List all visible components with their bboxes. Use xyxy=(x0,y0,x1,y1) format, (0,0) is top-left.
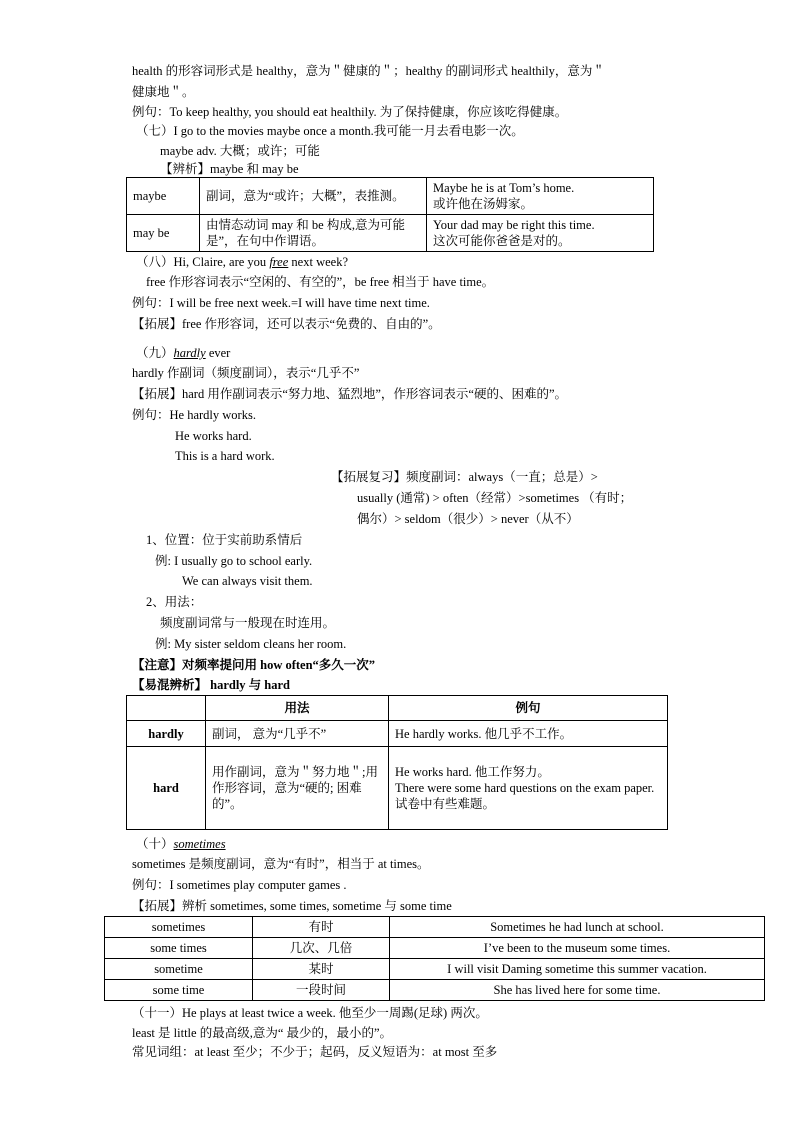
example-line: 例句：He hardly works. xyxy=(132,408,256,422)
table-cell: 用作副词，意为＂努力地＂;用作形容词，意为“硬的; 困难的”。 xyxy=(206,747,389,830)
table-cell: Maybe he is at Tom’s home. 或许他在汤姆家。 xyxy=(427,178,654,215)
text-line: 1、位置：位于实前助系情后 xyxy=(146,533,303,547)
text-line: 健康地＂。 xyxy=(132,85,195,99)
example-line: 例句：I will be free next week.=I will have time next time. xyxy=(132,296,430,310)
table-cell: some time xyxy=(105,980,253,1001)
text-line: 【拓展】free 作形容词，还可以表示“免费的、自由的”。 xyxy=(132,317,441,331)
table-cell: Sometimes he had lunch at school. xyxy=(390,917,765,938)
table-cell: some times xyxy=(105,938,253,959)
table-cell: I’ve been to the museum some times. xyxy=(390,938,765,959)
table-cell: I will visit Daming sometime this summer vacation. xyxy=(390,959,765,980)
table-cell: She has lived here for some time. xyxy=(390,980,765,1001)
text-line: maybe adv. 大概；或许；可能 xyxy=(160,144,320,158)
table-header: 用法 xyxy=(206,696,389,721)
text-line: usually (通常) > often（经常）>sometimes （有时； xyxy=(357,491,633,505)
table-cell: 有时 xyxy=(253,917,390,938)
section-heading: （十）sometimes xyxy=(136,837,226,851)
example-line: He works hard. xyxy=(175,429,252,443)
text-line: 【拓展复习】频度副词：always（一直；总是）> xyxy=(331,470,598,484)
text-line: sometimes 是频度副词，意为“有时”，相当于 at times。 xyxy=(132,857,430,871)
table-cell: sometimes xyxy=(105,917,253,938)
text-line: free 作形容词表示“空闲的、有空的”，be free 相当于 have time。 xyxy=(146,275,495,289)
text-line: 常见词组：at least 至少；不少于；起码，反义短语为：at most 至多 xyxy=(132,1045,498,1059)
table-cell: hardly xyxy=(127,721,206,747)
text-line: health 的形容词形式是 healthy，意为＂健康的＂；healthy 的副词形式 healthily，意为＂ xyxy=(132,64,605,78)
example-line: We can always visit them. xyxy=(182,574,313,588)
text-line: hardly 作副词（频度副词），表示“几乎不” xyxy=(132,366,360,380)
example-line: This is a hard work. xyxy=(175,449,275,463)
table-cell: 由情态动词 may 和 be 构成,意为可能是”，在句中作谓语。 xyxy=(200,215,427,252)
sometimes-table xyxy=(104,916,765,1001)
text-line: 频度副词常与一般现在时连用。 xyxy=(160,616,336,630)
table-row xyxy=(105,917,765,938)
hard-table xyxy=(126,695,668,830)
table-row xyxy=(105,959,765,980)
table-cell: may be xyxy=(127,215,200,252)
example-line: 例: I usually go to school early. xyxy=(155,554,313,568)
maybe-table xyxy=(126,177,654,252)
section-heading: （十一）He plays at least twice a week. 他至少一周踢(足球) 两次。 xyxy=(132,1006,488,1020)
section-heading: （九）hardly ever xyxy=(136,346,231,360)
table-cell: Your dad may be right this time. 这次可能你爸爸是对的。 xyxy=(427,215,654,252)
table-row xyxy=(127,747,668,830)
table-header: 例句 xyxy=(389,696,668,721)
table-cell: 几次、几倍 xyxy=(253,938,390,959)
table-header xyxy=(127,696,206,721)
table-row xyxy=(127,696,668,721)
table-cell: hard xyxy=(127,747,206,830)
table-cell: 副词， 意为“几乎不” xyxy=(206,721,389,747)
note-line: 【易混辨析】 hardly 与 hard xyxy=(132,678,291,692)
table-cell: 一段时间 xyxy=(253,980,390,1001)
table-cell: He works hard. 他工作努力。 There were some hard questions on the exam paper. 试卷中有些难题。 xyxy=(389,747,668,830)
text-line: 【拓展】hard 用作副词表示“努力地、猛烈地”，作形容词表示“硬的、困难的”。 xyxy=(132,387,568,401)
text-line: 【拓展】辨析 sometimes, some times, sometime 与 some time xyxy=(132,899,452,913)
table-cell: He hardly works. 他几乎不工作。 xyxy=(389,721,668,747)
table-cell: 某时 xyxy=(253,959,390,980)
example-line: 例句：To keep healthy, you should eat healthily. 为了保持健康，你应该吃得健康。 xyxy=(132,105,568,119)
table-cell: maybe xyxy=(127,178,200,215)
section-heading: （七）I go to the movies maybe once a month.我可能一月去看电影一次。 xyxy=(136,124,524,138)
section-heading: （八）Hi, Claire, are you free next week? xyxy=(136,255,348,269)
table-cell: 副词，意为“或许；大概”，表推测。 xyxy=(200,178,427,215)
text-line: least 是 little 的最高级,意为“ 最少的，最小的”。 xyxy=(132,1026,393,1040)
table-row xyxy=(105,980,765,1001)
text-line: 【辨析】maybe 和 may be xyxy=(160,162,299,176)
table-cell: sometime xyxy=(105,959,253,980)
table-row xyxy=(105,938,765,959)
table-row xyxy=(127,178,654,215)
example-line: 例: My sister seldom cleans her room. xyxy=(155,637,347,651)
note-line: 【注意】对频率提问用 how often“多久一次” xyxy=(132,658,376,672)
table-row xyxy=(127,721,668,747)
table-row xyxy=(127,215,654,252)
text-line: 偶尔）> seldom（很少）> never（从不） xyxy=(357,512,579,526)
example-line: 例句：I sometimes play computer games . xyxy=(132,878,347,892)
text-line: 2、用法： xyxy=(146,595,203,609)
